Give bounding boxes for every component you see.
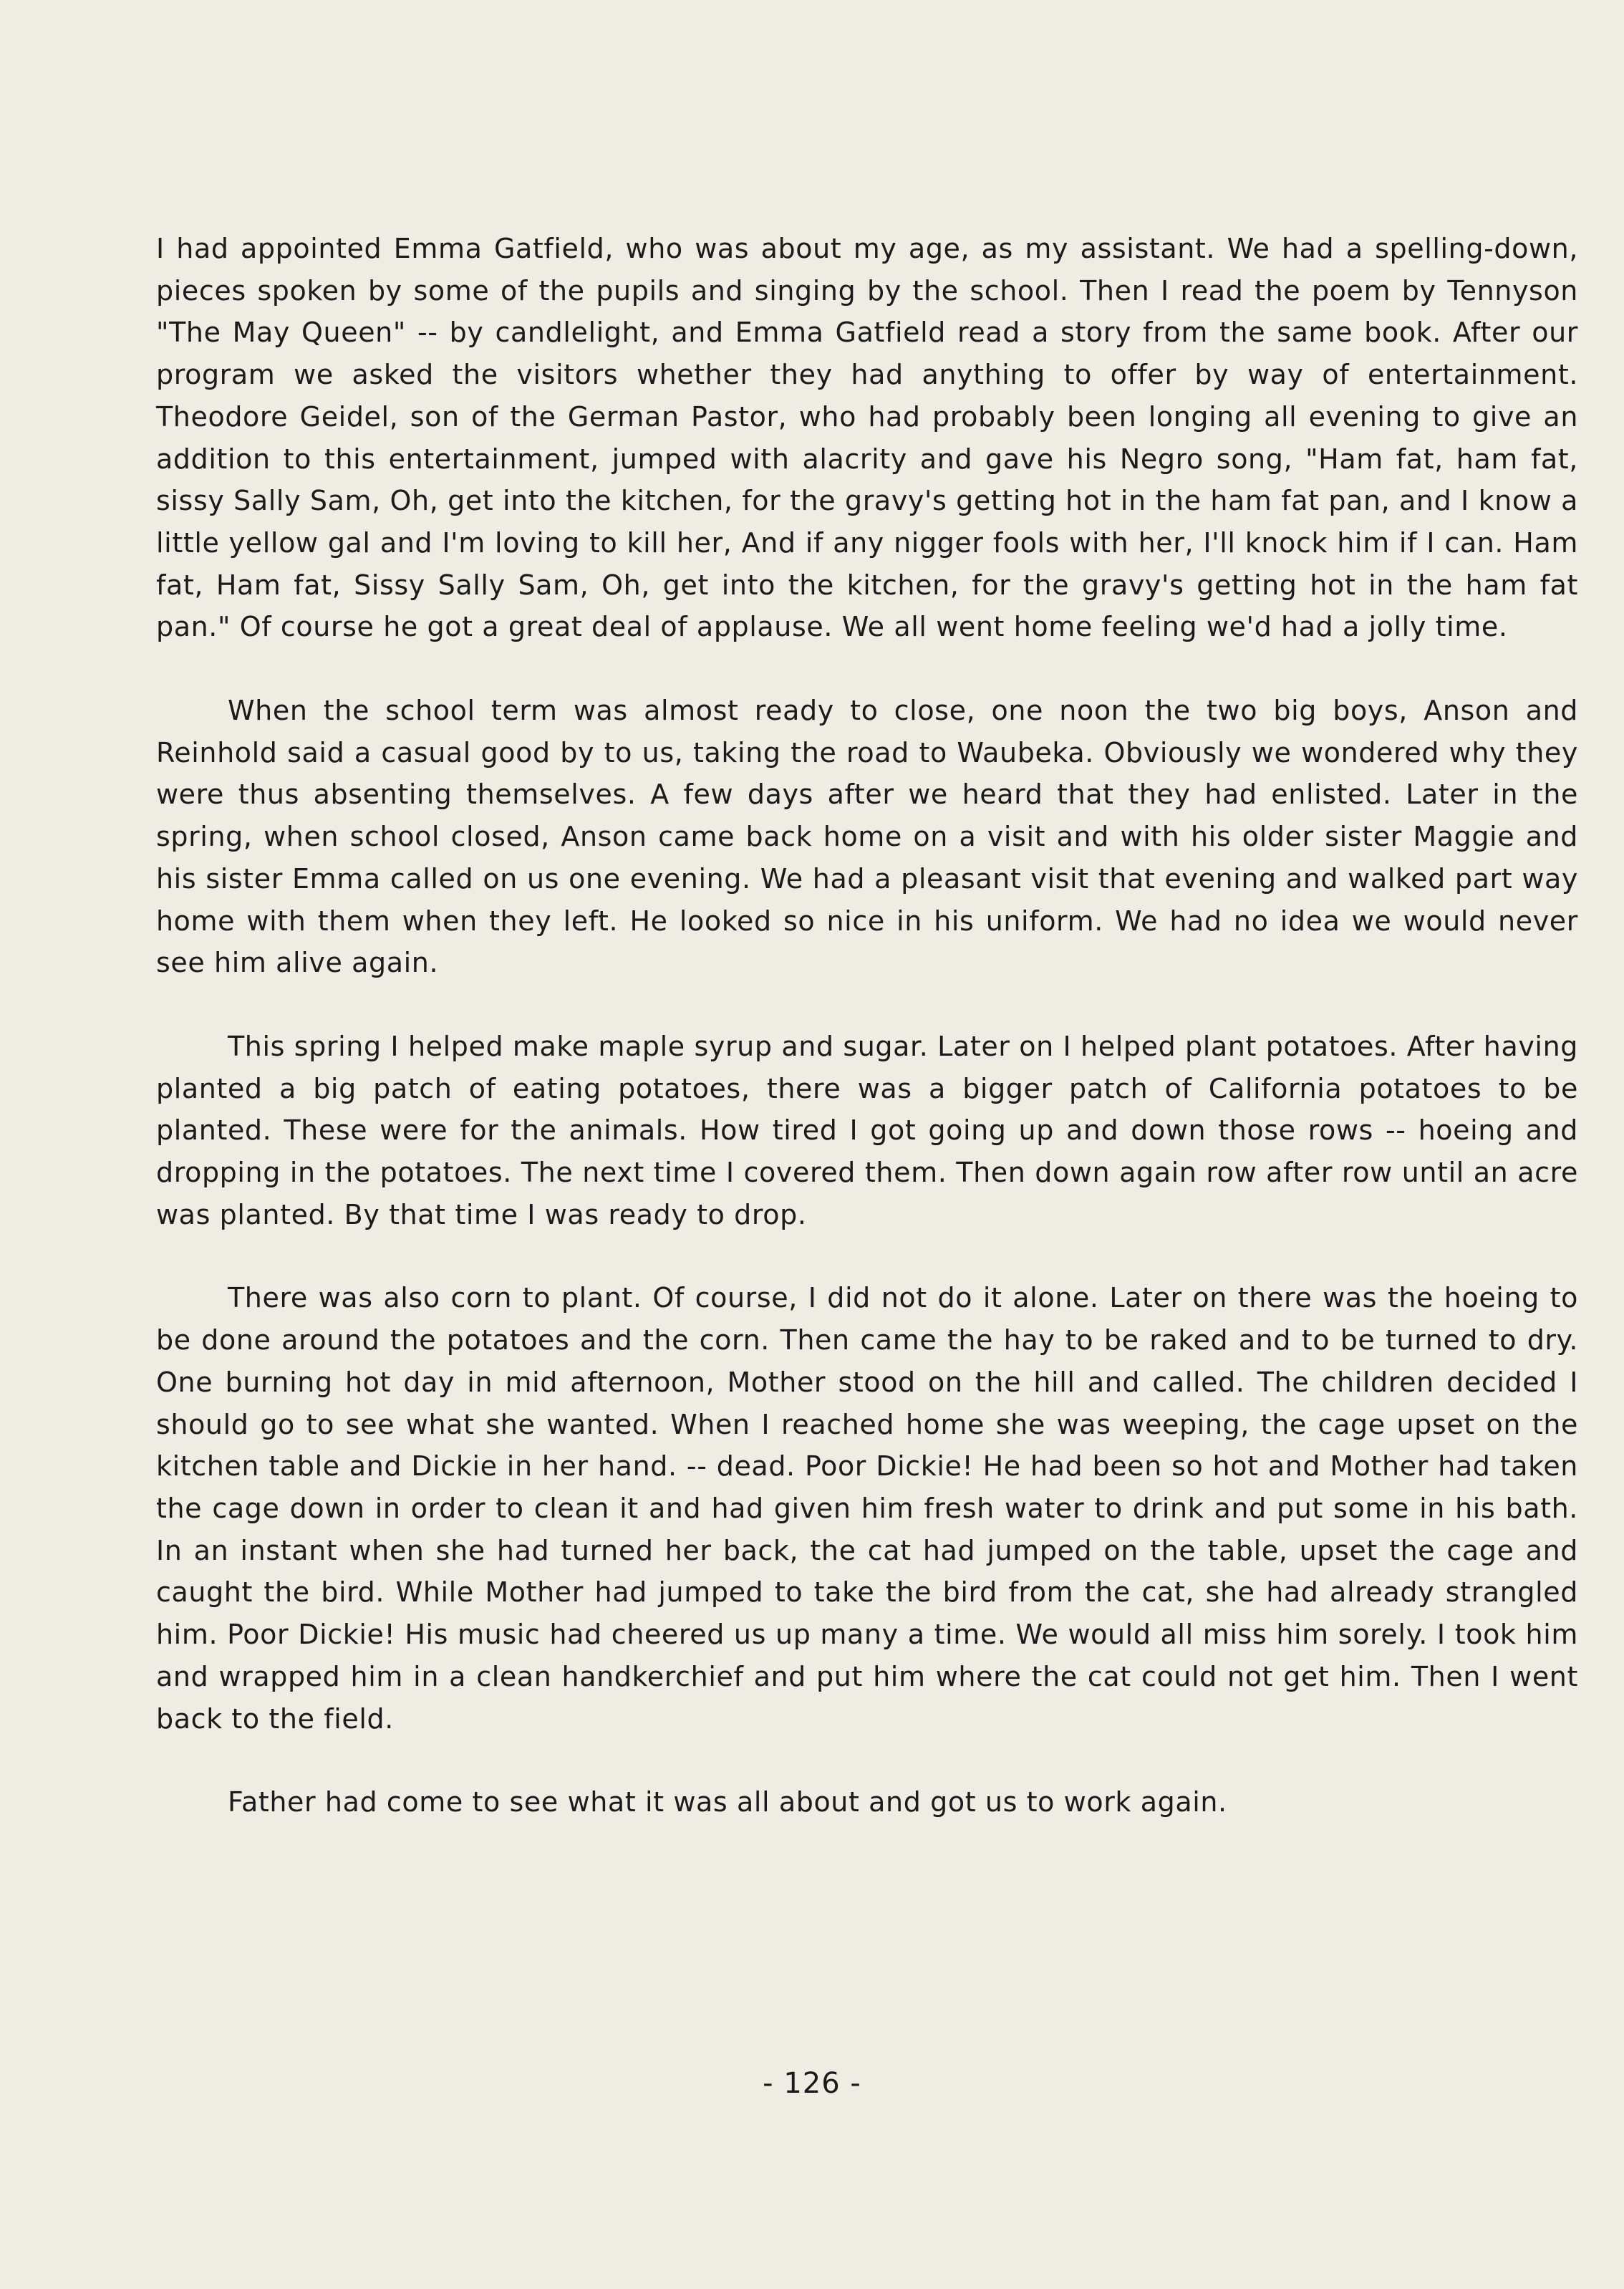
paragraph-1: I had appointed Emma Gatfield, who was about my age, as my assistant. We had a spelling-down, pieces spoken by some of the pupils and singing by the school. Then I read the poem by Tennyson "The May Queen" -- by candlelight, and Emma Gatfield read a story from the same book. After our program we asked the visitors whether they had anything to offer by way of entertainment. Theodore Geidel, son of the German Pastor, who had probably been longing all evening to give an addition to this entertainment, jumped with alacrity and gave his Negro song, "Ham fat, ham fat, sissy Sally Sam, Oh, get into the kitchen, for the gravy's getting hot in the ham fat pan, and I know a little yellow gal and I'm loving to kill her, And if any nigger fools with her, I'll knock him if I can. Ham fat, Ham fat, Sissy Sally Sam, Oh, get into the kitchen, for the gravy's getting hot in the ham fat pan." Of course he got a great deal of applause. We all went home feeling we'd had a jolly time. (156, 233, 1578, 643)
paragraph-4: There was also corn to plant. Of course, I did not do it alone. Later on there was the hoeing to be done around the potatoes and the corn. Then came the hay to be raked and to be turned to dry. One burning hot day in mid afternoon, Mother stood on the hill and called. The children decided I should go to see what she wanted. When I reached home she was weeping, the cage upset on the kitchen table and Dickie in her hand. -- dead. Poor Dickie! He had been so hot and Mother had taken the cage down in order to clean it and had given him fresh water to drink and put some in his bath. In an instant when she had turned her back, the cat had jumped on the table, upset the cage and caught the bird. While Mother had jumped to take the bird from the cat, she had already strangled him. Poor Dickie! His music had cheered us up many a time. We would all miss him sorely. I took him and wrapped him in a clean handkerchief and put him where the cat could not get him. Then I went back to the field. (156, 1282, 1578, 1735)
body-text (156, 228, 1578, 1865)
paragraph-2: When the school term was almost ready to close, one noon the two big boys, Anson and Reinhold said a casual good by to us, taking the road to Waubeka. Obviously we wondered why they were thus absenting themselves. A few days after we heard that they had enlisted. Later in the spring, when school closed, Anson came back home on a visit and with his older sister Maggie and his sister Emma called on us one evening. We had a pleasant visit that evening and walked part way home with them when they left. He looked so nice in his uniform. We had no idea we would never see him alive again. (156, 695, 1578, 979)
paragraph-5: Father had come to see what it was all about and got us to work again. (228, 1786, 1227, 1818)
paragraph-3: This spring I helped make maple syrup and sugar. Later on I helped plant potatoes. After having planted a big patch of eating potatoes, there was a bigger patch of California potatoes to be planted. These were for the animals. How tired I got going up and down those rows -- hoeing and dropping in the potatoes. The next time I covered them. Then down again row after row until an acre was planted. By that time I was ready to drop. (156, 1030, 1578, 1230)
page-number: - 126 - (763, 2067, 861, 2100)
